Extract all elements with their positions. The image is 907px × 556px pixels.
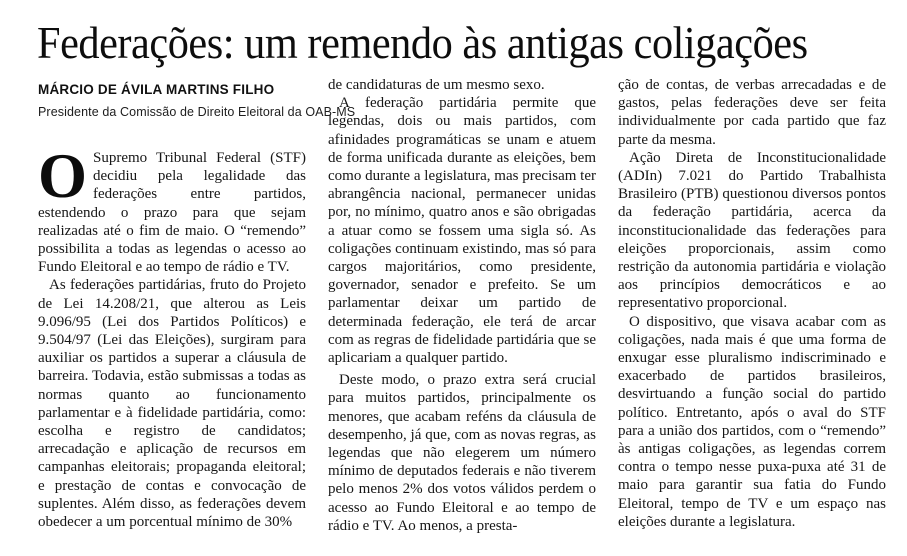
paragraph-continuation: ção de contas, de verbas arrecadadas e de gastos, pelas federações deve ser feita individualmente por cada partido que faz parte da mesma. — [618, 77, 886, 148]
article-title: Federações: um remendo às antigas coligações — [37, 17, 808, 68]
article-column-1 — [38, 141, 306, 531]
paragraph: Ação Direta de Inconstitucionalidade (ADIn) 7.021 do Partido Trabalhista Brasileiro (PTB) questionou diversos pontos da federação partidária, acerca da inconstitucionalidade das federações para eleições proporcionais, assim como restrição da autonomia partidária e violação aos princípios democráticos e ao representativo proporcional. — [618, 149, 886, 312]
article-column-2 — [328, 76, 596, 535]
paragraph: O dispositivo, que visava acabar com as coligações, nada mais é que uma forma de enxugar esse pluralismo indiscriminado e exacerbado de partidos brasileiros, desvirtuando a função social do partido político. Entretanto, após o aval do STF para a união dos partidos, com o “remendo” às antigas coligações, as legendas correm contra o tempo nesse puxa-puxa até 31 de maio para garantir sua fatia do Fundo Eleitoral, tempo de TV e um espaço nas eleições durante a legislatura. — [618, 313, 886, 530]
paragraph: As federações partidárias, fruto do Projeto de Lei 14.208/21, que alterou as Leis 9.096/95 (Lei dos Partidos Políticos) e 9.504/97 (Lei das Eleições), surgiram para auxiliar os partidos a superar a cláusula de barreira. Todavia, estão submissas a todas as normas quanto ao funcionamento parlamentar e à fidelidade partidária, como: escolha e registro de candidatos; arrecadação e aplicação de recursos em campanhas eleitorais; propaganda eleitoral; e prestação de contas e convocação de suplentes. Além disso, as federações devem obedecer a um porcentual mínimo de 30% — [38, 277, 306, 531]
paragraph-text: Supremo Tribunal Federal (STF) decidiu pela legalidade das federações entre partidos, estendendo o prazo para que sejam realizadas até o fim de maio. O “remendo” possibilita a todas as legendas o acesso ao Fundo Eleitoral e ao tempo de rádio e TV. — [38, 150, 306, 276]
paragraph: Deste modo, o prazo extra será crucial para muitos partidos, principalmente os menores, que acabam reféns da cláusula de desempenho, já que, com as novas regras, as legendas que não elegerem um número mínimo de deputados federais e não tiverem pelo menos 2% dos votos válidos perdem o acesso ao Fundo Eleitoral e ao tempo de rádio e TV. Ao menos, a presta- — [328, 372, 596, 534]
byline-author: MÁRCIO DE ÁVILA MARTINS FILHO — [38, 82, 275, 97]
article-column-3 — [618, 76, 886, 531]
paragraph: A federação partidária permite que legendas, dois ou mais partidos, com afinidades programáticas se unam e atuem de forma unificada durante as eleições, bem como durante a legislatura, mas precisam ter abrangência nacional, permanecer unidas por, no mínimo, quatro anos e são obrigadas a atuar como se fossem uma sigla só. As coligações continuam existindo, mas só para cargos majoritários, como presidente, governador, senador e prefeito. Se um parlamentar deixar um partido de determinada federação, ele terá de arcar com as regras de fidelidade partidária que se aplicariam a qualquer partido. — [328, 95, 596, 367]
byline-author-role: Presidente da Comissão de Direito Eleitoral da OAB-MS — [38, 105, 356, 119]
drop-cap: O — [38, 141, 88, 211]
paragraph-continuation: de candidaturas de um mesmo sexo. — [328, 77, 545, 93]
paragraph-lead — [38, 141, 306, 276]
